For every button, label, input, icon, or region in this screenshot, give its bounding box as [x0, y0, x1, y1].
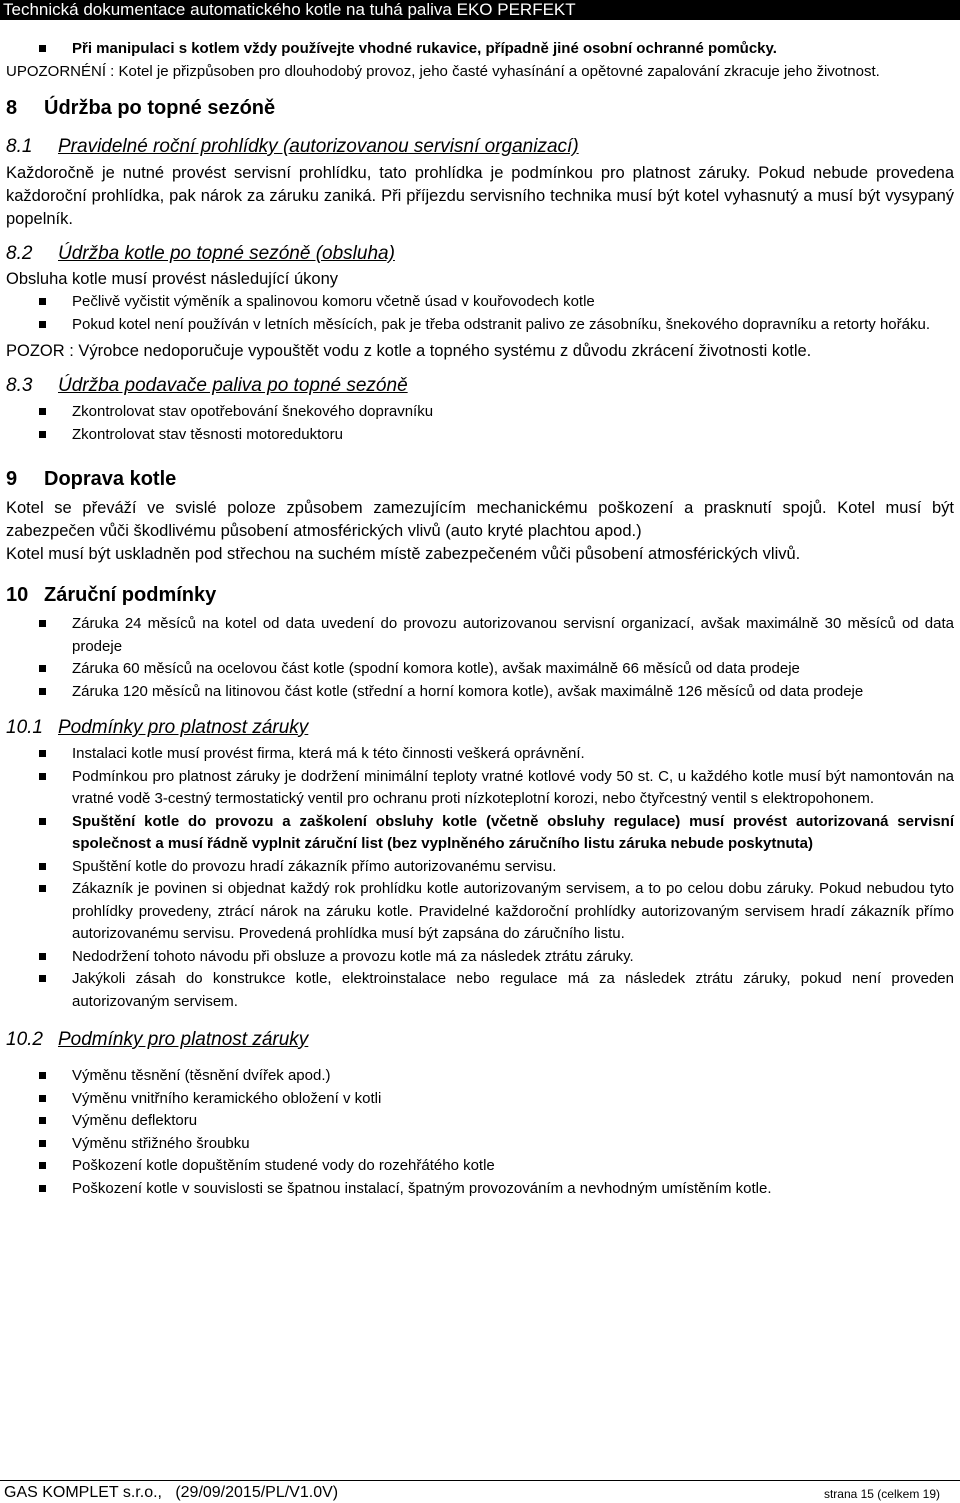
- document-body: [6, 28, 954, 1200]
- section-number: 8.3: [6, 375, 33, 396]
- section-title: Doprava kotle: [44, 468, 177, 490]
- section-8-heading: [6, 97, 954, 120]
- section-number: 10: [6, 584, 29, 606]
- page-number: strana 15 (celkem 19): [823, 1487, 940, 1501]
- footer-company: GAS KOMPLET s.r.o., (29/09/2015/PL/V1.0V): [4, 1484, 339, 1501]
- list-item: Pokud kotel není používán v letních měsících, pak je třeba odstranit palivo ze zásobníku, šnekového dopravníku a retorty hořáku.: [6, 314, 954, 337]
- list-item: Zkontrolovat stav opotřebování šnekového dopravníku: [6, 401, 954, 424]
- list-item: Spuštění kotle do provozu hradí zákazník přímo autorizovanému servisu.: [6, 856, 954, 879]
- annual-inspection-paragraph: Každoročně je nutné provést servisní prohlídku, tato prohlídka je podmínkou pro platnost záruky. Pokud nebude provedena každoroční prohlídka, pak nárok za záruku zaniká. Při příjezdu servisního technika musí být kotel vyhasnutý a musí být vysypaný popelník.: [6, 164, 954, 228]
- section-8-3-heading: [6, 375, 954, 397]
- list-item: Podmínkou pro platnost záruky je dodržení minimální teploty vratné kotlové vody 50 st. C, u každého kotle musí být namontován na vratné vodě 3-cestný termostatický ventil pro ochranu proti nízkoteplotní korozi, nebo čtyřcestný ventil s elektropohonem.: [6, 766, 954, 811]
- section-title: Podmínky pro platnost záruky: [58, 717, 309, 738]
- section-title: Údržba po topné sezóně: [44, 97, 276, 119]
- storage-paragraph: Kotel musí být uskladněn pod střechou na suchém místě zabezpečeném vůči působení atmosférických vlivů.: [6, 545, 801, 563]
- section-8-1-heading: [6, 136, 954, 158]
- list-item: Spuštění kotle do provozu a zaškolení obsluhy kotle (včetně obsluhy regulace) musí provést autorizovaná servisní společnost a musí řádně vyplnit záruční list (bez vyplněného záručního listu záruka nebude poskytnuta): [6, 811, 954, 856]
- section-10-heading: [6, 584, 954, 607]
- section-title: Záruční podmínky: [44, 584, 217, 606]
- section-title: Údržba podavače paliva po topné sezóně: [58, 375, 408, 396]
- page-header: [0, 0, 960, 20]
- section-10-1-heading: [6, 717, 954, 739]
- page-footer: [0, 1480, 960, 1503]
- section-8-2-heading: [6, 243, 954, 265]
- header-title: Technická dokumentace automatického kotle na tuhá paliva EKO PERFEKT: [3, 0, 576, 19]
- list-item: Výměnu vnitřního keramického obložení v kotli: [6, 1088, 954, 1111]
- warning-paragraph: UPOZORNÉNÍ : Kotel je přizpůsoben pro dlouhodobý provoz, jeho časté vyhasínání a opětovné zapalování zkracuje jeho životnost.: [6, 62, 880, 80]
- section-10-2-heading: [6, 1029, 954, 1051]
- section-9-heading: [6, 468, 954, 491]
- section-number: 8.1: [6, 136, 33, 157]
- list-item: Výměnu deflektoru: [6, 1110, 954, 1133]
- list-item: Poškození kotle v souvislosti se špatnou instalací, špatným provozováním a nevhodným umístěním kotle.: [6, 1178, 954, 1201]
- list-item: Záruka 120 měsíců na litinovou část kotle (střední a horní komora kotle), avšak maximálně 126 měsíců od data prodeje: [6, 681, 954, 704]
- transport-paragraph: Kotel se převáží ve svislé poloze způsobem zamezujícím mechanickému poškození a prasknutí spojů. Kotel musí být zabezpečen vůči škodlivému působení atmosférických vlivů (auto kryté plachtou apod.): [6, 499, 954, 540]
- list-item: Zkontrolovat stav těsnosti motoreduktoru: [6, 424, 954, 447]
- maintenance-intro: Obsluha kotle musí provést následující úkony: [6, 270, 339, 288]
- list-item: Jakýkoli zásah do konstrukce kotle, elektroinstalace nebo regulace má za následek ztrátu záruky, pokud není proveden autorizovaným servisem.: [6, 968, 954, 1013]
- list-item: Instalaci kotle musí provést firma, která má k této činnosti veškerá oprávnění.: [6, 743, 954, 766]
- list-item: Výměnu střižného šroubku: [6, 1133, 954, 1156]
- list-item: Zákazník je povinen si objednat každý rok prohlídku kotle autorizovaným servisem, a to po celou dobu záruky. Pokud nebudou tyto prohlídky provedeny, ztrácí nárok na záruku kotle. Pravidelné každoroční prohlídky autorizovaným servisem hradí zákazník přímo autorizovanému servisu. Provedená prohlídka musí být zapsána do záručního listu.: [6, 878, 954, 946]
- section-number: 9: [6, 468, 18, 490]
- section-number: 10.1: [6, 717, 43, 738]
- caution-note: POZOR : Výrobce nedoporučuje vypouštět vodu z kotle a topného systému z důvodu zkrácení životnosti kotle.: [6, 342, 812, 360]
- list-item: Záruka 60 měsíců na ocelovou část kotle (spodní komora kotle), avšak maximálně 66 měsíců od data prodeje: [6, 658, 954, 681]
- list-item: Pečlivě vyčistit výměník a spalinovou komoru včetně úsad v kouřovodech kotle: [6, 291, 954, 314]
- list-item: Poškození kotle dopuštěním studené vody do rozehřátého kotle: [6, 1155, 954, 1178]
- section-title: Údržba kotle po topné sezóně (obsluha): [58, 243, 395, 264]
- section-title: Pravidelné roční prohlídky (autorizovanou servisní organizací): [58, 136, 579, 157]
- section-number: 8.2: [6, 243, 33, 264]
- section-title: Podmínky pro platnost záruky: [58, 1029, 309, 1050]
- safety-bullet: Při manipulaci s kotlem vždy používejte vhodné rukavice, případně jiné osobní ochranné pomůcky.: [6, 38, 954, 61]
- list-item: Výměnu těsnění (těsnění dvířek apod.): [6, 1065, 954, 1088]
- section-number: 10.2: [6, 1029, 43, 1050]
- list-item: Záruka 24 měsíců na kotel od data uvedení do provozu autorizovanou servisní organizací, avšak maximálně 30 měsíců od data prodeje: [6, 613, 954, 658]
- list-item: Nedodržení tohoto návodu při obsluze a provozu kotle má za následek ztrátu záruky.: [6, 946, 954, 969]
- section-number: 8: [6, 97, 18, 119]
